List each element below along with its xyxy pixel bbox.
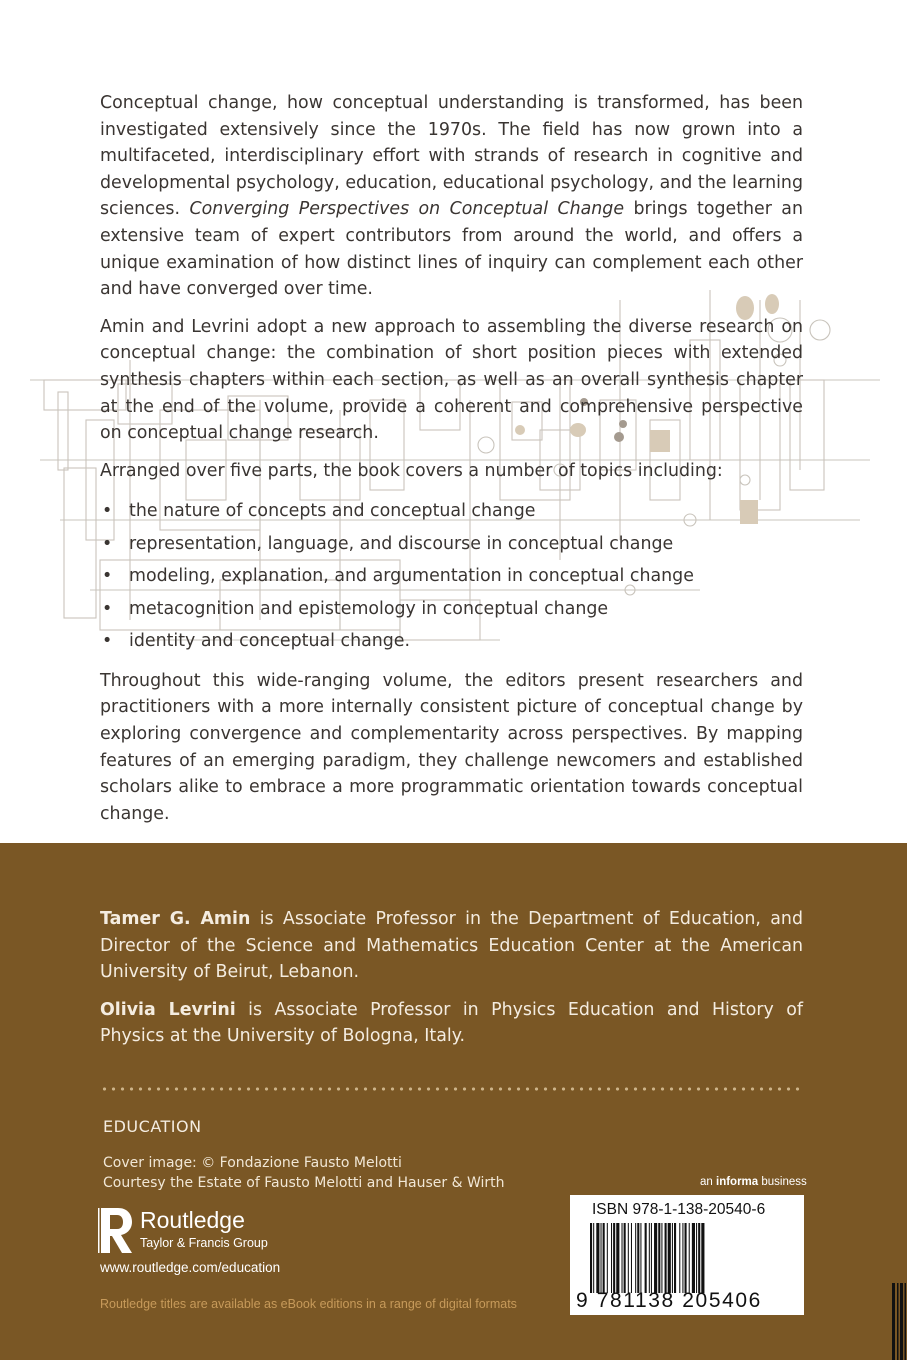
isbn-label: ISBN 978-1-138-20540-6 [592, 1201, 766, 1218]
barcode-edge-marks [892, 1283, 907, 1360]
author-name: Tamer G. Amin [100, 909, 251, 929]
isbn-digits: 9 781138 205406 [576, 1289, 762, 1312]
publisher-url[interactable]: www.routledge.com/education [100, 1260, 281, 1275]
barcode-bars [590, 1223, 798, 1293]
cover-image-credit [103, 1153, 505, 1193]
publisher-name: Routledge [140, 1207, 245, 1233]
description-paragraph-1 [100, 90, 803, 303]
subject-category: EDUCATION [103, 1117, 202, 1136]
author-bio-levrini [100, 997, 803, 1050]
informa-text: an [700, 1176, 716, 1188]
dotted-divider [100, 1087, 803, 1091]
book-title-italic: Converging Perspectives on Conceptual Change [189, 199, 625, 220]
author-bios [100, 906, 803, 1061]
credit-line: Cover image: © Fondazione Fausto Melotti [103, 1155, 402, 1171]
credit-line: Courtesy the Estate of Fausto Melotti and Hauser & Wirth [103, 1175, 505, 1191]
list-item: • modeling, explanation, and argumentation in conceptual change [100, 560, 803, 593]
description-paragraph-3: Arranged over five parts, the book covers a number of topics including: [100, 460, 723, 481]
description-text: brings together an extensive team of expert contributors from around the world, and offers a unique examination of how distinct lines of inquiry can complement each other and have converged over time. [100, 199, 803, 300]
routledge-logo-icon [98, 1205, 134, 1255]
informa-business-tag [700, 1176, 807, 1188]
ebook-note: Routledge titles are available as eBook editions in a range of digital formats [100, 1297, 517, 1311]
isbn-barcode [570, 1195, 804, 1315]
list-item: • representation, language, and discourse in conceptual change [100, 528, 803, 561]
author-band [0, 843, 907, 1360]
book-description [100, 90, 803, 838]
author-bio-text: is Associate Professor in the Department of Education, and Director of the Science and Mathematics Education Center at the American University of Beirut, Lebanon. [100, 909, 803, 983]
author-name: Olivia Levrini [100, 999, 236, 1020]
description-paragraph-2: Amin and Levrini adopt a new approach to assembling the diverse research on conceptual change: the combination of short position pieces with extended synthesis chapters within each section, as well as an overall synthesis chapter at the end of the volume, provide a coherent and comprehensive perspective on conceptual change research. [100, 316, 803, 444]
list-item: • metacognition and epistemology in conceptual change [100, 593, 803, 626]
author-bio-text: is Associate Professor in Physics Education and History of Physics at the University of Bologna, Italy. [100, 999, 803, 1047]
author-bio-amin [100, 906, 803, 986]
list-item: • the nature of concepts and conceptual change [100, 495, 803, 528]
publisher-logo [98, 1205, 318, 1257]
list-item: • identity and conceptual change. [100, 625, 803, 658]
publisher-group: Taylor & Francis Group [140, 1236, 268, 1250]
informa-brand: informa [716, 1176, 759, 1188]
description-paragraph-4: Throughout this wide-ranging volume, the editors present researchers and practitioners with a more internally consistent picture of conceptual change by exploring convergence and complementarity across perspectives. By mapping features of an emerging paradigm, they challenge newcomers and established scholars alike to embrace a more programmatic orientation towards conceptual change. [100, 670, 803, 824]
informa-text: business [758, 1176, 807, 1188]
topic-list [100, 495, 803, 658]
description-text: Conceptual change, how conceptual understanding is transformed, has been investigated extensively since the 1970s. The field has now grown into a multifaceted, interdisciplinary effort with strands of research in cognitive and developmental psychology, education, educational psychology, and the learning sciences. [100, 93, 803, 220]
